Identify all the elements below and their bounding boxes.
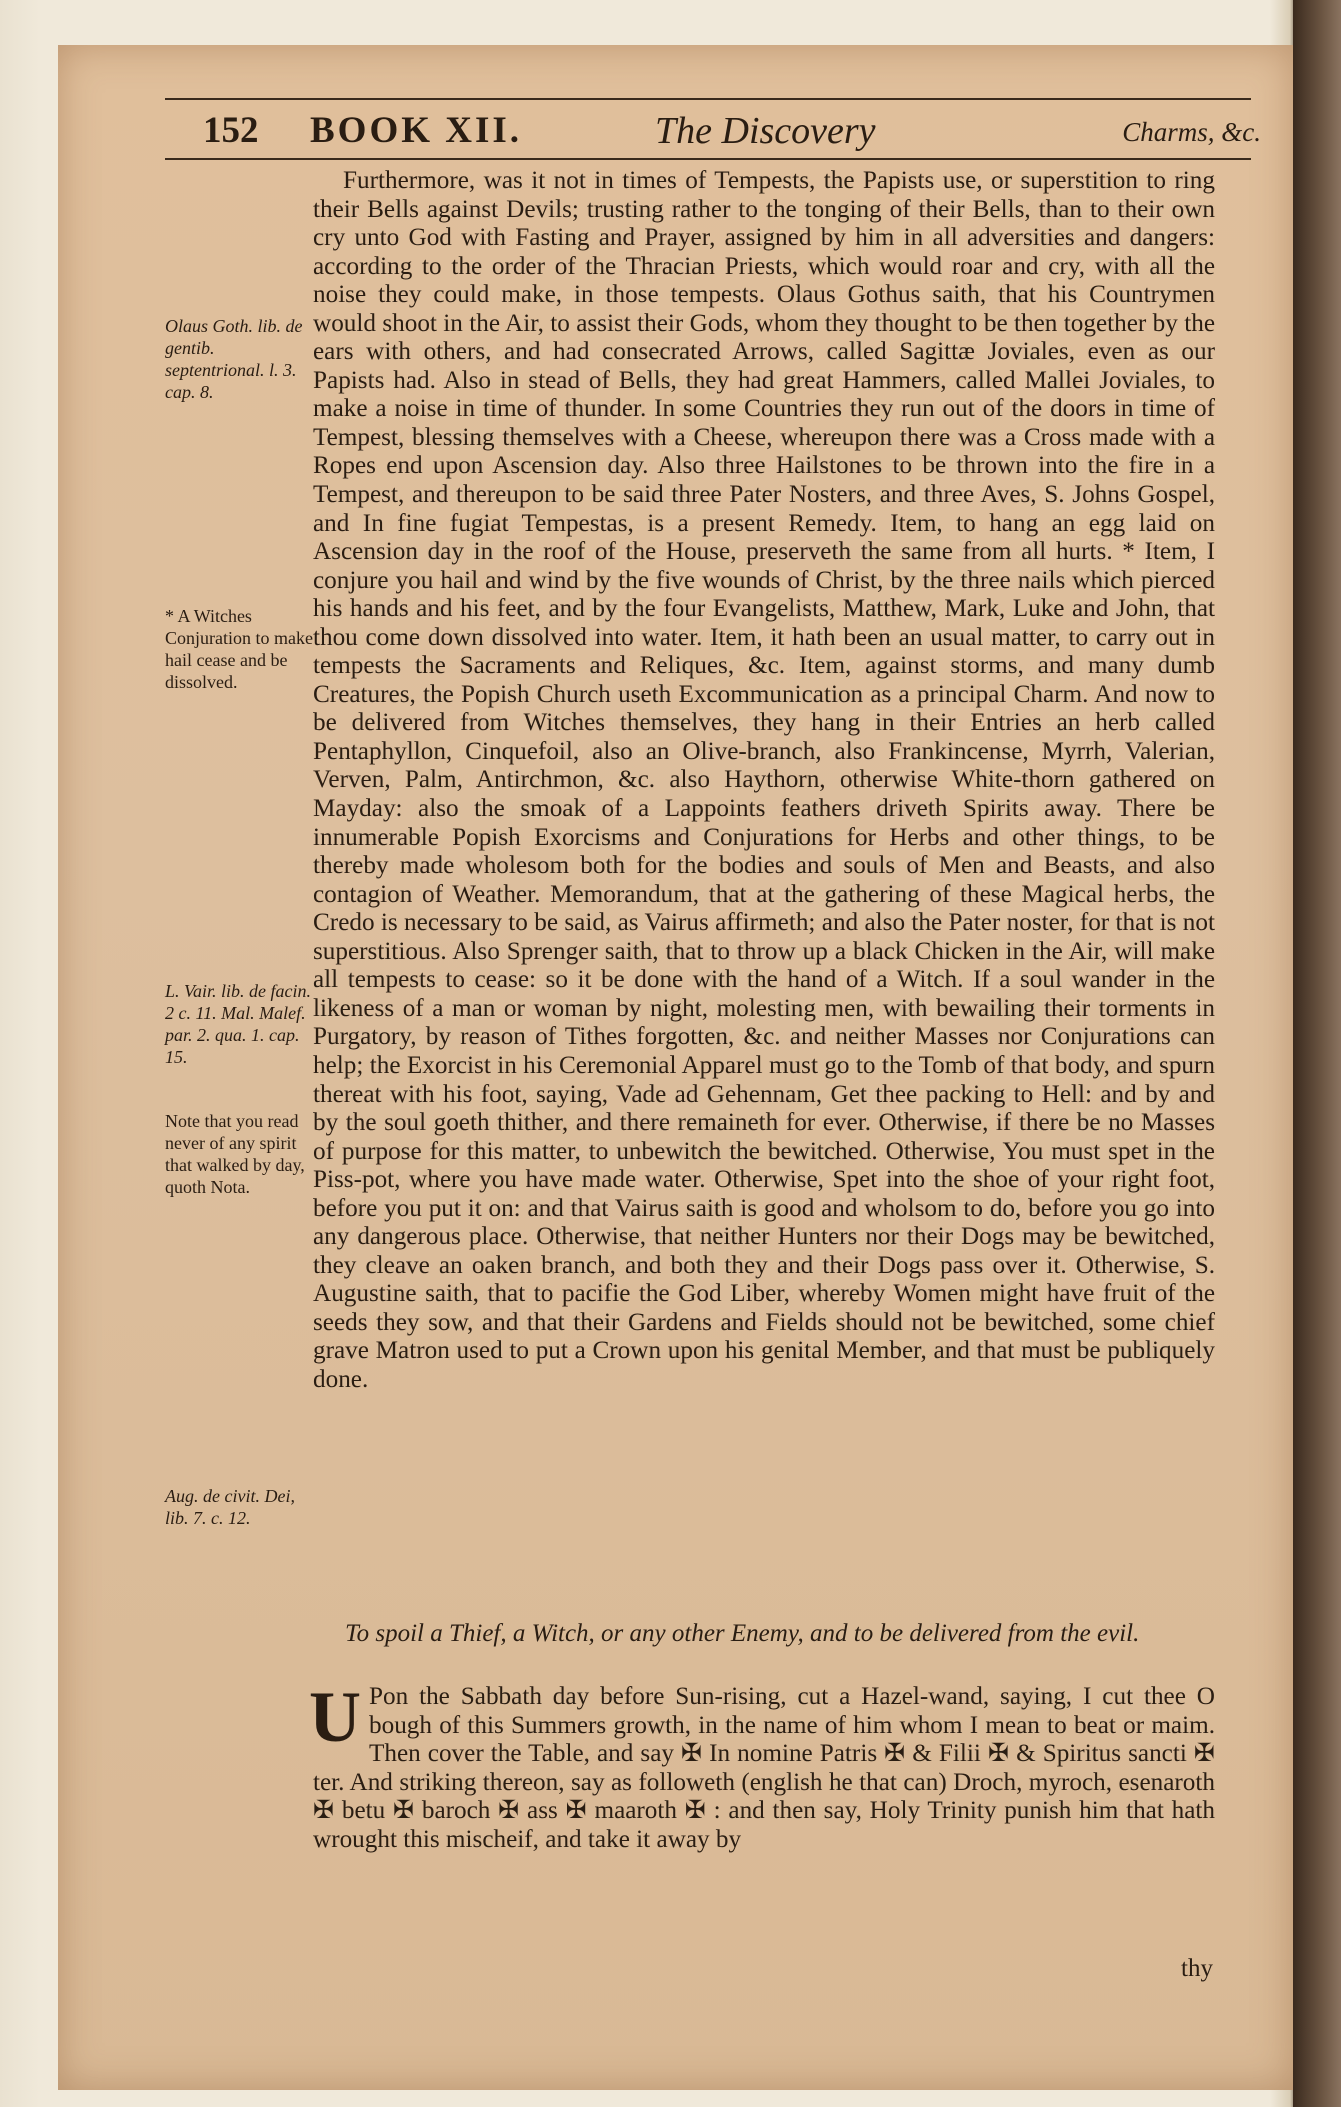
subject-heading: Charms, &c. xyxy=(1122,117,1261,147)
margin-note: Note that you read never of any spirit that walked by day, quoth Nota. xyxy=(165,1111,305,1197)
section-title: To spoil a Thief, a Witch, or any other Enemy, and to be delivered from the evil. xyxy=(345,1620,1140,1647)
running-title: The Discovery xyxy=(655,110,876,152)
paragraph: Furthermore, was it not in times of Tempests, the Papists use, or superstition to ring their Bells against Devils; trusting rather to the tonging of their Bells, than to their own cry unto God with Fasting and Prayer, assigned by him in all adversities and dangers: according to the order of the Thracian Priests, which would roar and cry, with all the noise they could make, in those tempests. Olaus Gothus saith, that his Countrymen would shoot in the Air, to assist their Gods, whom they thought to be then together by the ears with others, and had consecrated Arrows, called Sagittæ Joviales, even as our Papists had. Also in stead of Bells, they had great Hammers, called Mallei Joviales, to make a noise in time of thunder. In some Countries they run out of the doors in time of Tempest, blessing themselves with a Cheese, whereupon there was a Cross made with a Ropes end upon Ascension day. Also three Hailstones to be thrown into the fire in a Tempest, and thereupon to be said three Pater Nosters, and three Aves, S. Johns Gospel, and In fine fugiat Tempestas, is a present Remedy. Item, to hang an egg laid on Ascension day in the roof of the House, preserveth the same from all hurts. * Item, I conjure you hail and wind by the five wounds of Christ, by the three nails which pierced his hands and his feet, and by the four Evangelists, Matthew, Mark, Luke and John, that thou come down dissolved into water. Item, it hath been an usual matter, to carry out in tempests the Sacraments and Reliques, &c. Item, against storms, and many dumb Creatures, the Popish Church useth Excommunication as a principal Charm. And now to be delivered from Witches themselves, they hang in their Entries an herb called Pentaphyllon, Cinquefoil, also an Olive-branch, also Frankincense, Myrrh, Valerian, Verven, Palm, Antirchmon, &c. also Haythorn, otherwise White-thorn gathered on Mayday: also the smoak of a Lappoints feathers driveth Spirits away. There be innumerable Popish Exorcisms and Conjurations for Herbs and other things, to be thereby made wholesom both for the bodies and souls of Men and Beasts, and also contagion of Weather. Memorandum, that at the gathering of these Magical herbs, the Credo is necessary to be said, as Vairus affirmeth; and also the Pater noster, for that is not superstitious. Also Sprenger saith, that to throw up a black Chicken in the Air, will make all tempests to cease: so it be done with the hand of a Witch. If a soul wander in the likeness of a man or woman by night, molesting men, with bewailing their torments in Purgatory, by reason of Tithes forgotten, &c. and neither Masses nor Conjurations can help; the Exorcist in his Ceremonial Apparel must go to the Tomb of that body, and spurn thereat with his foot, saying, Vade ad Gehennam, Get thee packing to Hell: and by and by the soul goeth thither, and there remaineth for ever. Otherwise, if there be no Masses of purpose for this matter, to unbewitch the bewitched. Otherwise, You must spet in the Piss-pot, where you have made water. Otherwise, Spet into the shoe of your right foot, before you put it on: and that Vairus saith is good and wholsom to do, before you go into any dangerous place. Otherwise, that neither Hunters nor their Dogs may be bewitched, they cleave an oaken branch, and both they and their Dogs pass over it. Otherwise, S. Augustine saith, that to pacifie the God Liber, whereby Women might have fruit of the seeds they sow, and that their Gardens and Fields should not be bewitched, some chief grave Matron used to put a Crown upon his genital Member, and that must be publiquely done. xyxy=(313,167,1215,1393)
paragraph: Pon the Sabbath day before Sun-rising, cut a Hazel-wand, saying, I cut thee O bough of this Summers growth, in the name of him whom I mean to beat or maim. Then cover the Table, and say ✠ In nomine Patris ✠ & Filii ✠ & Spiritus sancti ✠ ter. And striking thereon, say as followeth (english he that can) Droch, myroch, esenaroth ✠ betu ✠ baroch ✠ ass ✠ maaroth ✠ : and then say, Holy Trinity punish him that hath wrought this mischeif, and take it away by xyxy=(313,1683,1215,1853)
header-rule-top xyxy=(165,98,1251,100)
header-rule-bottom xyxy=(165,158,1251,160)
book-label: BOOK XII. xyxy=(310,110,523,151)
section-text xyxy=(309,1677,1215,1854)
main-text xyxy=(313,167,1215,1395)
margin-note: Aug. de civit. Dei, lib. 7. c. 12. xyxy=(165,1486,295,1528)
margin-note: * A Witches Conjuration to make hail cease and be dissolved. xyxy=(165,606,313,692)
page-number: 152 xyxy=(203,110,259,151)
drop-cap: U xyxy=(309,1677,361,1757)
margin-note: L. Vair. lib. de facin. 2 c. 11. Mal. Malef. par. 2. qua. 1. cap. 15. xyxy=(165,981,312,1067)
book-binding-edge xyxy=(1293,0,1341,2107)
page-header xyxy=(165,105,1261,157)
margin-note: Olaus Goth. lib. de gentib. septentrional. l. 3. cap. 8. xyxy=(165,316,303,402)
catchword: thy xyxy=(1181,1955,1213,1982)
